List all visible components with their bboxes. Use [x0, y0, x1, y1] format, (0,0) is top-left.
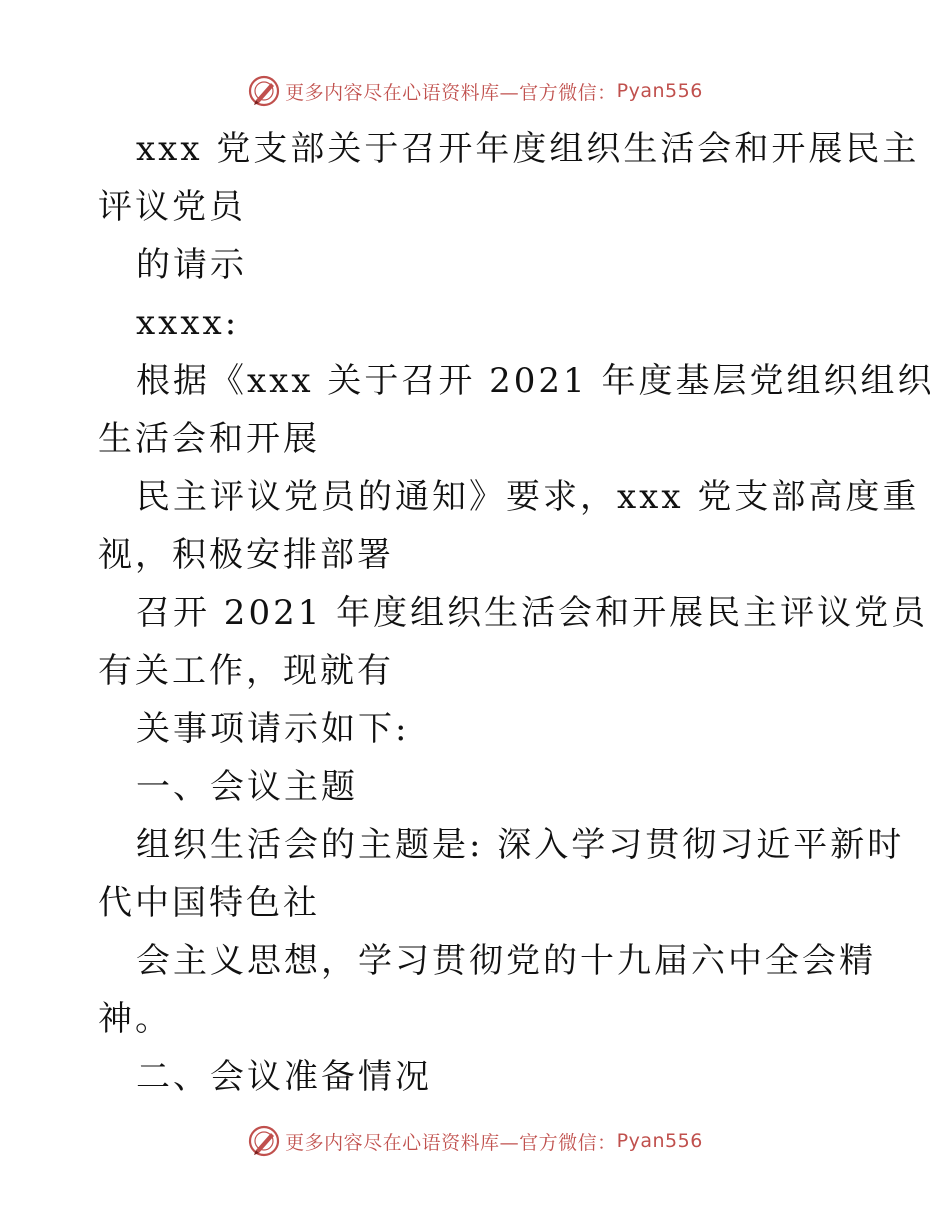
document-body — [98, 120, 935, 1106]
salutation: xxxx: — [136, 303, 240, 343]
text-line: 评议党员 — [98, 187, 246, 227]
pen-logo-icon — [247, 74, 281, 108]
watermark-text: 更多内容尽在心语资料库—官方微信： — [285, 81, 617, 104]
text-line: 代中国特色社 — [98, 883, 320, 923]
text-line: xxx 党支部关于召开年度组织生活会和开展民主 — [136, 129, 920, 169]
text-line: 的请示 — [136, 245, 247, 285]
footer-watermark — [0, 1121, 950, 1161]
watermark-text: 更多内容尽在心语资料库—官方微信： — [285, 1131, 617, 1154]
text-line: 有关工作，现就有 — [98, 651, 394, 691]
section-heading: 一、会议主题 — [136, 767, 358, 807]
section-heading: 二、会议准备情况 — [136, 1057, 432, 1097]
text-line: 组织生活会的主题是: 深入学习贯彻习近平新时 — [136, 825, 905, 865]
text-line: 关事项请示如下: — [136, 709, 410, 749]
watermark-wechat-id: Pyan556 — [616, 1130, 703, 1152]
header-watermark — [0, 71, 950, 111]
text-line: 视，积极安排部署 — [98, 535, 394, 575]
text-line: 根据《xxx 关于召开 2021 年度基层党组织组织 — [136, 361, 935, 401]
text-line: 生活会和开展 — [98, 419, 320, 459]
pen-logo-icon — [247, 1124, 281, 1158]
watermark-wechat-id: Pyan556 — [616, 80, 703, 102]
text-line: 神。 — [98, 999, 172, 1039]
text-line: 召开 2021 年度组织生活会和开展民主评议党员 — [136, 593, 929, 633]
text-line: 会主义思想，学习贯彻党的十九届六中全会精 — [136, 941, 876, 981]
text-line: 民主评议党员的通知》要求，xxx 党支部高度重 — [136, 477, 920, 517]
